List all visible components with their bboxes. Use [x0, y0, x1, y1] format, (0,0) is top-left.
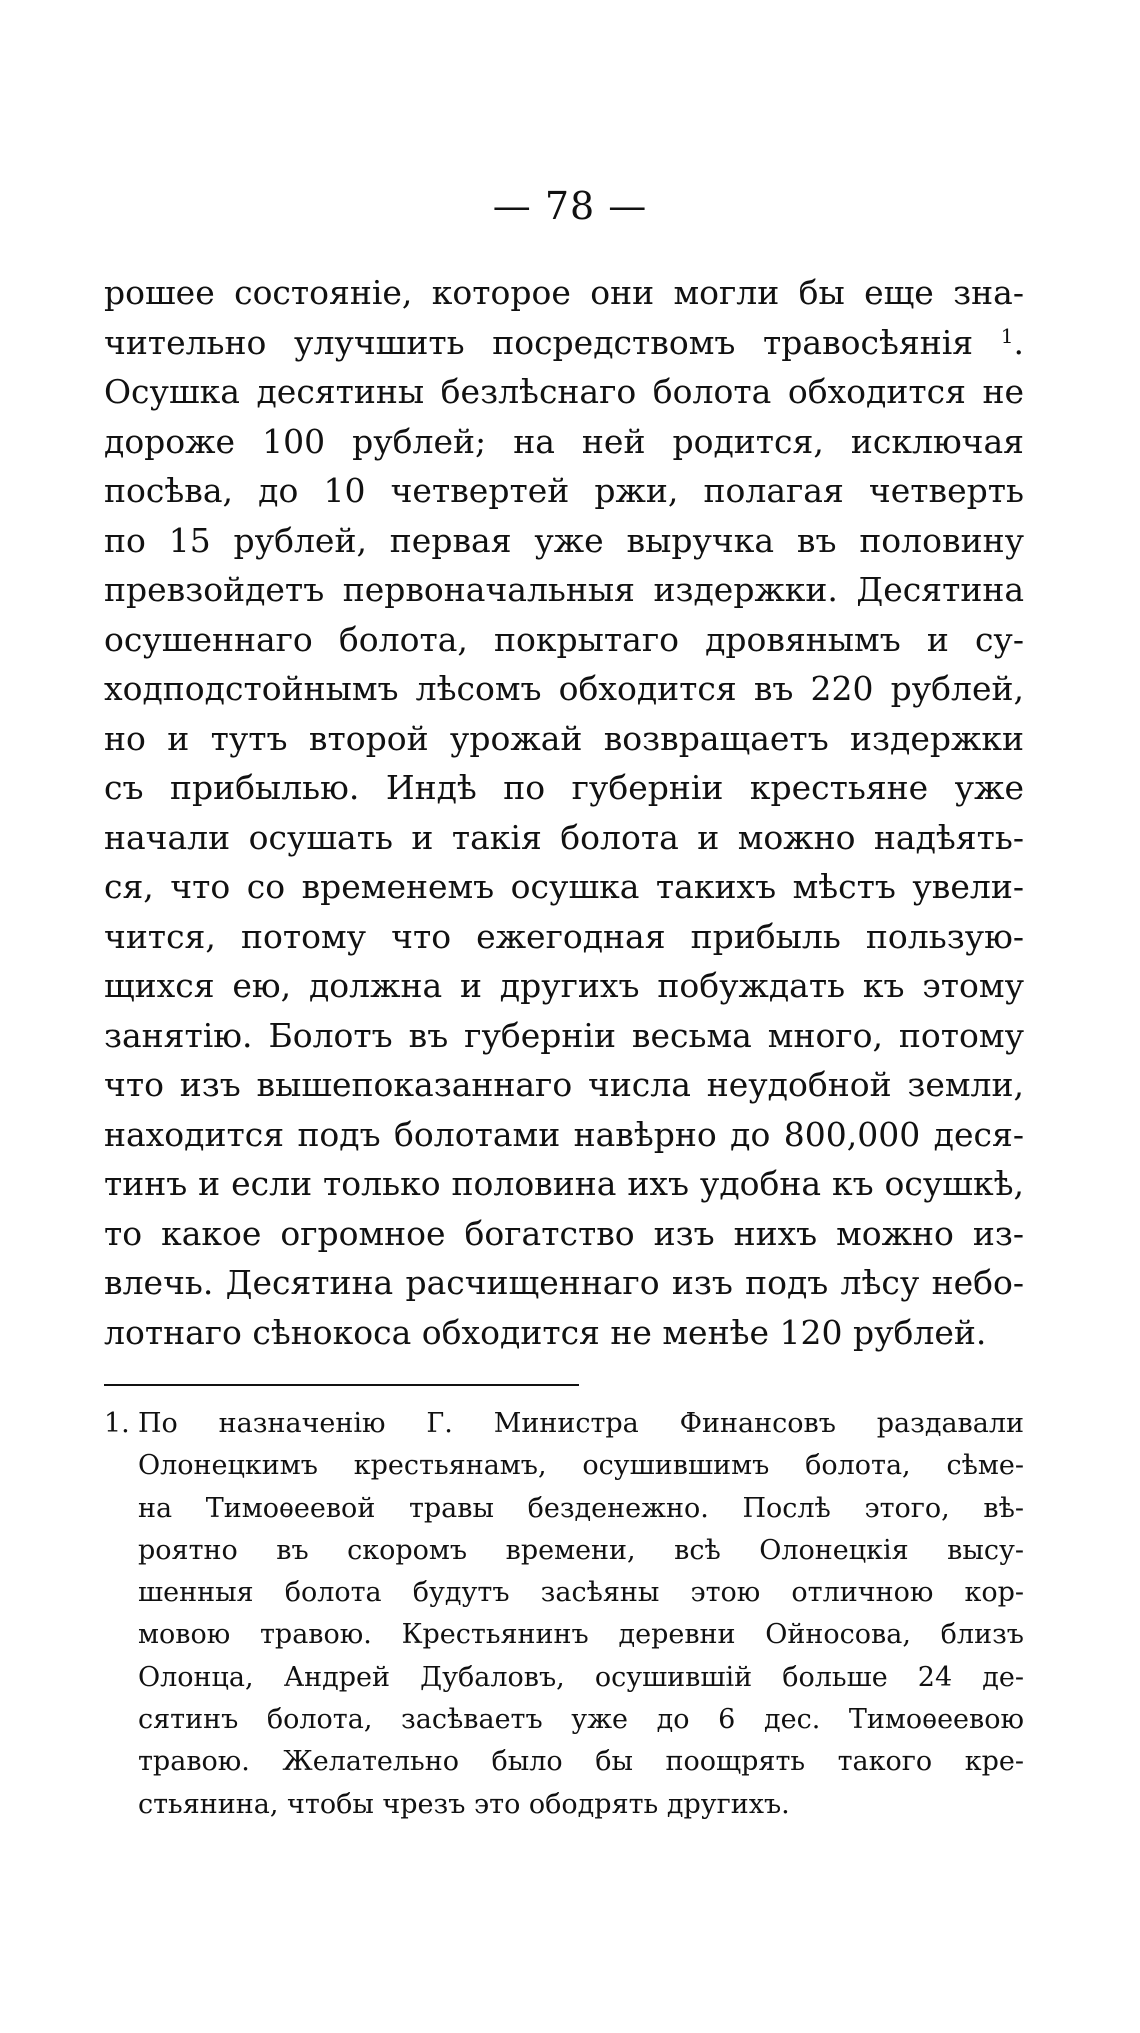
body-line: по 15 рублей, первая уже выручка въ половину [104, 520, 1024, 560]
footnote-line: сятинъ болота, засѣваетъ уже до 6 дес. Тимоѳеевою [138, 1704, 1024, 1736]
footnote-line [104, 1403, 1024, 1445]
body-line: занятiю. Болотъ въ губернiи весьма много, потому [104, 1015, 1024, 1055]
page-number: — 78 — [492, 184, 648, 228]
body-line: рошее состоянie, которое они могли бы еще зна- [104, 273, 1024, 312]
footnote-line: стьянина, чтобы чрезъ это ободрять другихъ. [138, 1788, 790, 1820]
body-line: ходподстойнымъ лѣсомъ обходится въ 220 рублей, [104, 669, 1024, 708]
footnote-line-text: По назначенiю Г. Министра Финансовъ раздавали [138, 1408, 1024, 1439]
body-line [104, 318, 1024, 368]
body-line: влечь. Десятина расчищеннаго изъ подъ лѣсу небо- [104, 1263, 1024, 1302]
body-text [104, 268, 1024, 1357]
footnote-line: шенныя болота будутъ засѣяны этою отличною кор- [138, 1577, 1024, 1609]
footnote-divider [104, 1384, 579, 1386]
footnote-line: Олонца, Андрей Дубаловъ, осушившiй больше 24 де- [138, 1661, 1024, 1693]
body-line: то какое огромное богатство изъ нихъ можно из- [104, 1213, 1024, 1253]
footnote-line: мовою травою. Крестьянинъ деревни Ойносова, близъ [138, 1619, 1024, 1651]
body-line: что изъ вышепоказаннаго числа неудобной земли, [104, 1065, 1024, 1104]
footnote-reference: 1 [1000, 323, 1014, 348]
footnote-line: роятно въ скоромъ времени, всѣ Олонецкiя высу- [138, 1534, 1024, 1566]
body-line: начали осушать и такiя болота и можно надѣять- [104, 817, 1024, 857]
body-line: тинъ и если только половина ихъ удобна къ осушкѣ, [104, 1164, 1024, 1203]
body-line: превзойдетъ первоначальныя издержки. Десятина [104, 570, 1024, 609]
body-line: находится подъ болотами навѣрно до 800,000 деся- [104, 1114, 1024, 1154]
body-line-text: чительно улучшить посредствомъ травосѣянiя [104, 322, 974, 362]
body-line: но и тутъ второй урожай возвращаетъ издержки [104, 718, 1024, 758]
footnote-line: Олонецкимъ крестьянамъ, осушившимъ болота, сѣме- [138, 1450, 1024, 1482]
footnote-line: травою. Желательно было бы поощрять такого кре- [138, 1746, 1024, 1778]
body-line-tail: . [1013, 322, 1024, 362]
body-line: ся, что со временемъ осушка такихъ мѣстъ увели- [104, 867, 1024, 906]
body-line: дороже 100 рублей; на ней родится, исключая [104, 421, 1024, 461]
body-line: чится, потому что ежегодная прибыль пользую- [104, 916, 1024, 956]
body-line: осушеннаго болота, покрытаго дровянымъ и су- [104, 619, 1024, 659]
body-line: щихся ею, должна и другихъ побуждать къ этому [104, 966, 1024, 1005]
body-line: лотнаго сѣнокоса обходится не менѣе 120 рублей. [104, 1312, 987, 1352]
footnote-line: на Тимоѳеевой травы безденежно. Послѣ этого, вѣ- [138, 1492, 1024, 1524]
body-line: съ прибылью. Индѣ по губернiи крестьяне уже [104, 768, 1024, 807]
body-line: Осушка десятины безлѣснаго болота обходится не [104, 372, 1024, 411]
footnote [104, 1403, 1024, 1826]
footnote-marker: 1. [104, 1408, 130, 1439]
body-line: посѣва, до 10 четвертей ржи, полагая четверть [104, 471, 1024, 510]
